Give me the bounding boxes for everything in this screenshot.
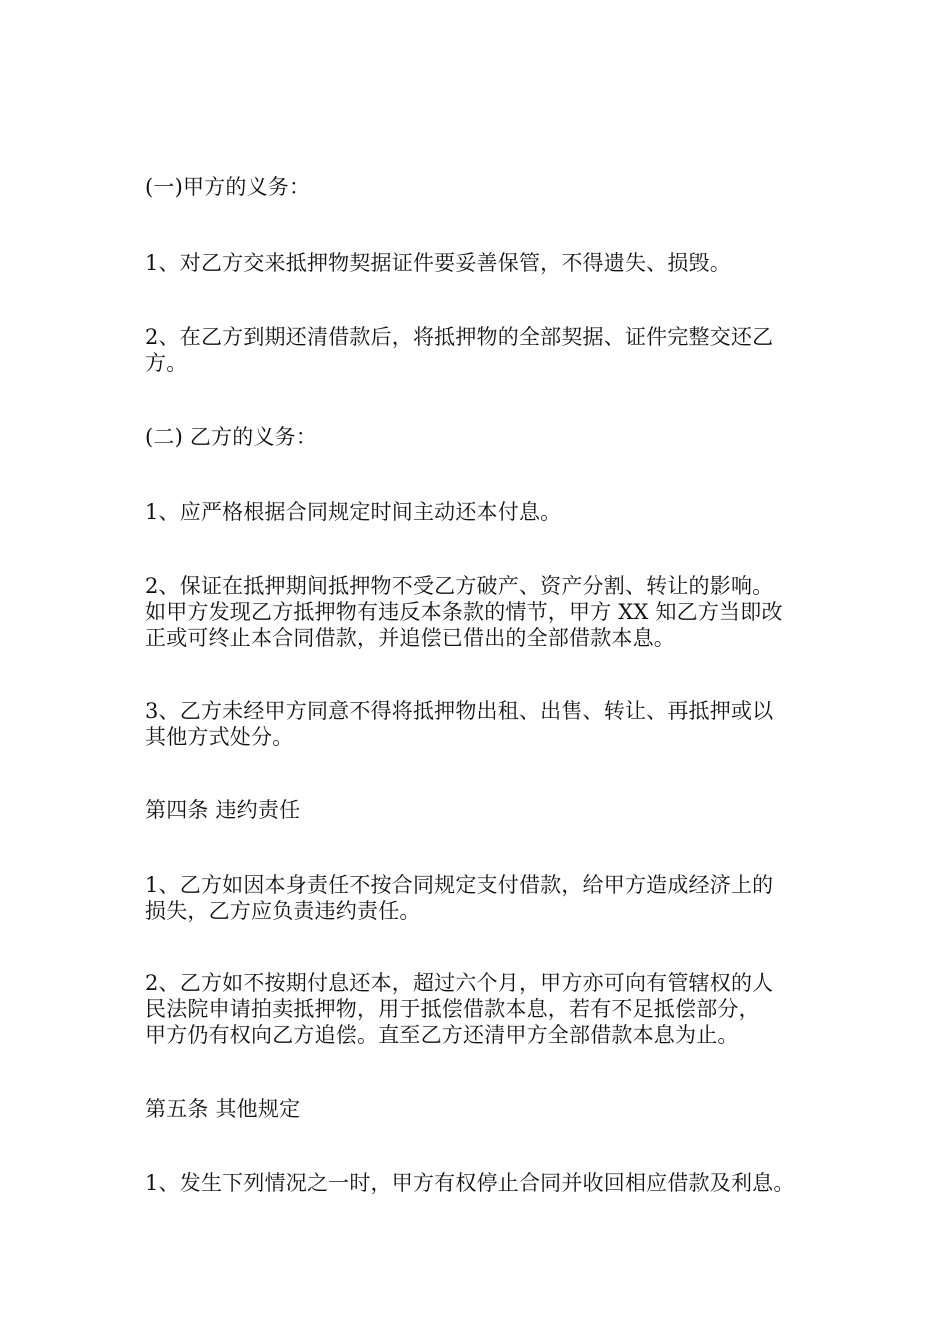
article-5-item-1: 1、发生下列情况之一时，甲方有权停止合同并收回相应借款及利息。: [145, 1171, 795, 1195]
section-heading-party-b-obligations: (二) 乙方的义务：: [145, 425, 318, 449]
article-4-heading: 第四条 违约责任: [145, 798, 301, 822]
party-a-obligation-2: 2、在乙方到期还清借款后，将抵押物的全部契据、证件完整交还乙 方。: [145, 325, 774, 375]
article-4-item-1: 1、乙方如因本身责任不按合同规定支付借款，给甲方造成经济上的 损失，乙方应负责违约责任。: [145, 873, 774, 923]
article-5-heading: 第五条 其他规定: [145, 1097, 301, 1121]
party-b-obligation-2: 2、保证在抵押期间抵押物不受乙方破产、资产分割、转让的影响。 如甲方发现乙方抵押物有违反本条款的情节，甲方 XX 知乙方当即改 正或可终止本合同借款，并追偿已借出的全部借款本息。: [145, 574, 783, 650]
section-heading-party-a-obligations: (一)甲方的义务：: [145, 175, 311, 199]
article-4-item-2: 2、乙方如不按期付息还本，超过六个月，甲方亦可向有管辖权的人 民法院申请拍卖抵押物，用于抵偿借款本息，若有不足抵偿部分， 甲方仍有权向乙方追偿。直至乙方还清甲方全部借款本息为止。: [145, 971, 774, 1047]
party-b-obligation-3: 3、乙方未经甲方同意不得将抵押物出租、出售、转让、再抵押或以 其他方式处分。: [145, 699, 774, 749]
party-a-obligation-1: 1、对乙方交来抵押物契据证件要妥善保管，不得遗失、损毁。: [145, 251, 731, 275]
party-b-obligation-1: 1、应严格根据合同规定时间主动还本付息。: [145, 500, 562, 524]
